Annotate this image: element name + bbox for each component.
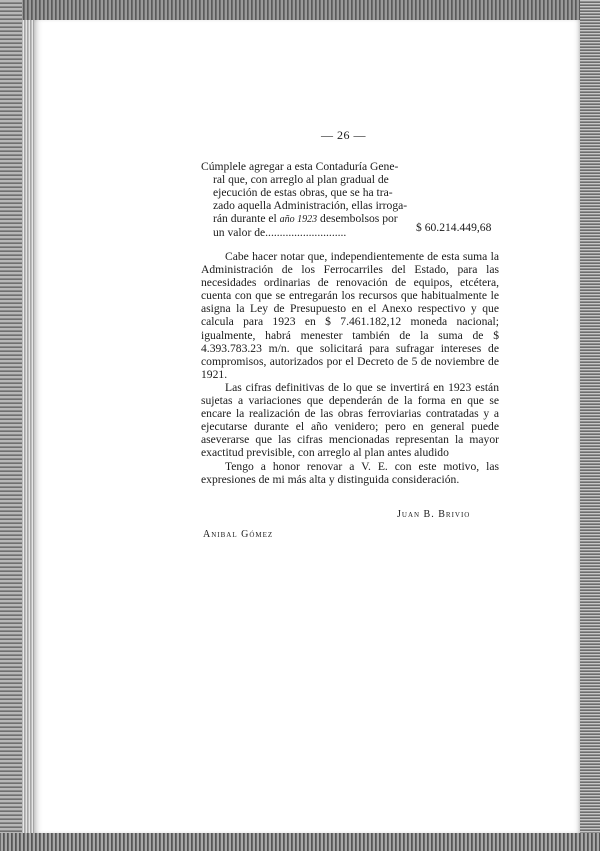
body-text	[201, 250, 499, 486]
signature-left: Anibal Gómez	[203, 529, 274, 540]
intro-line: ejecución de estas obras, que se ha tra-	[213, 186, 393, 200]
scan-left-edge	[0, 0, 22, 851]
intro-text: rán durante el	[213, 212, 277, 226]
page-number: — 26 —	[321, 128, 366, 142]
intro-line: ral que, con arreglo al plan gradual de	[213, 173, 389, 187]
intro-text: desembolsos por	[320, 212, 398, 226]
total-amount: $ 60.214.449,68	[416, 221, 492, 234]
intro-line	[201, 212, 413, 226]
intro-paragraph	[201, 160, 413, 240]
paragraph-2: Las cifras definitivas de lo que se invertirá en 1923 están sujetas a variaciones que dependerán de la forma en que se encare la realización de las obras ferroviarias contratadas y a ejecutarse durante el año venidero; pero en general puede aseverarse que las cifras mencionadas representan la mayor exactitud previsible, con arreglo al plan antes aludido	[201, 380, 499, 460]
scan-right-edge	[580, 0, 600, 851]
intro-line: zado aquella Administración, ellas irroga-	[213, 199, 408, 213]
scan-top-edge	[0, 0, 600, 20]
intro-year: año 1923	[279, 214, 318, 226]
intro-line: un valor de............................	[213, 226, 347, 240]
paragraph-3: Tengo a honor renovar a V. E. con este motivo, las expresiones de mi más alta y distinguida consideración.	[201, 459, 499, 486]
scan-bottom-edge	[0, 833, 600, 851]
book-binding	[22, 20, 34, 835]
signature-right: Juan B. Brivio	[397, 509, 471, 520]
intro-line: Cúmplele agregar a esta Contaduría Gene-	[201, 160, 399, 173]
paragraph-1: Cabe hacer notar que, independientemente de esta suma la Administración de los Ferrocarriles del Estado, para las necesidades ordinarias de renovación de equipos, etcétera, cuenta con que se entregarán los recursos que habitualmente le asigna la Ley de Presupuesto en el Anexo respectivo y que calcula para 1923 en $ 7.461.182,12 moneda nacional; igualmente, habrá menester también de la suma de $ 4.393.783.23 m/n. que solicitará para sufragar intereses de compromisos, autorizados por el Decreto de 5 de noviembre de 1921.	[201, 250, 499, 381]
